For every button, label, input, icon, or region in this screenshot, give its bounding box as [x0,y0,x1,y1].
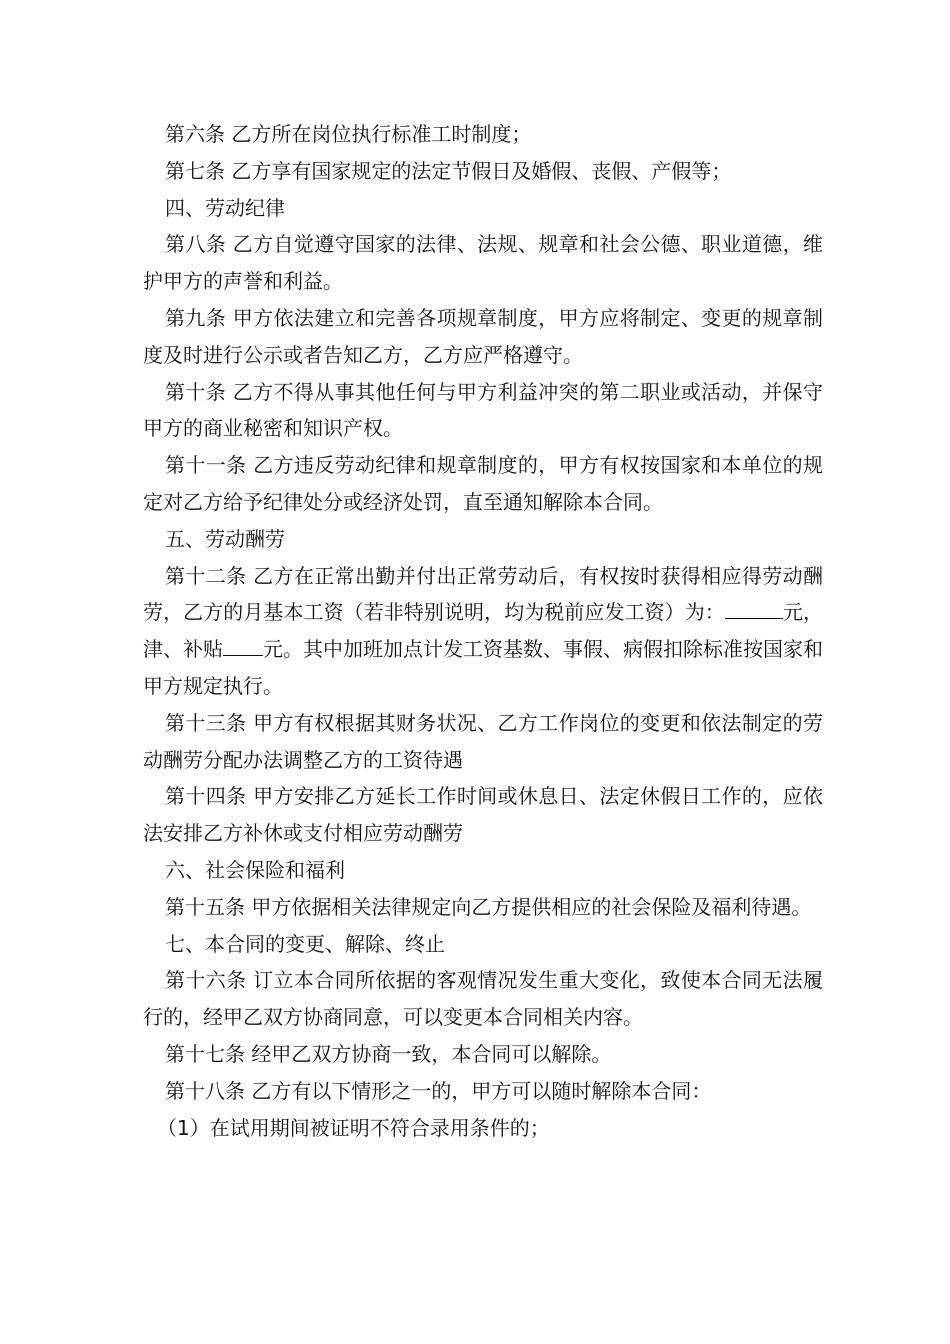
article-12 [143,558,823,705]
section-heading-termination: 七、本合同的变更、解除、终止 [165,931,445,956]
allowance-blank [223,634,263,656]
article-11: 第十一条 乙方违反劳动纪律和规章制度的，甲方有权按国家和本单位的规定对乙方给予纪律处分或经济处罚，直至通知解除本合同。 [143,453,823,514]
article-13: 第十三条 甲方有权根据其财务状况、乙方工作岗位的变更和依法制定的劳动酬劳分配办法调整乙方的工资待遇 [143,710,823,772]
article-18: 第十八条 乙方有以下情形之一的，甲方可以随时解除本合同： [165,1078,712,1103]
section-heading-insurance: 六、社会保险和福利 [165,857,345,882]
article-15: 第十五条 甲方依据相关法律规定向乙方提供相应的社会保险及福利待遇。 [165,894,812,919]
article-10: 第十条 乙方不得从事其他任何与甲方利益冲突的第二职业或活动，并保守甲方的商业秘密和知识产权。 [143,379,823,441]
article-17: 第十七条 经甲乙双方协商一致，本合同可以解除。 [165,1041,612,1066]
document-body [143,116,823,1146]
article-7: 第七条 乙方享有国家规定的法定节假日及婚假、丧假、产假等； [165,158,732,183]
article-16: 第十六条 订立本合同所依据的客观情况发生重大变化，致使本合同无法履行的，经甲乙双方协商同意，可以变更本合同相关内容。 [143,968,823,1030]
list-item-1: （1）在试用期间被证明不符合录用条件的； [157,1115,550,1140]
section-heading-remuneration: 五、劳动酬劳 [165,526,285,551]
article-14: 第十四条 甲方安排乙方延长工作时间或休息日、法定休假日工作的，应依法安排乙方补休或支付相应劳动酬劳 [143,784,823,846]
section-heading-discipline: 四、劳动纪律 [165,195,285,220]
article-8: 第八条 乙方自觉遵守国家的法律、法规、规章和社会公德、职业道德，维护甲方的声誉和利益。 [143,232,823,294]
article-12-part-1: 第十二条 乙方在正常出勤并付出正常劳动后，有权按时获得相应得劳动酬劳，乙方的月基本工资（若非特别说明，均为税前应发工资）为： [143,563,823,625]
article-6: 第六条 乙方所在岗位执行标准工时制度； [165,122,532,146]
salary-blank [725,597,783,619]
article-12-part-2: 元，津、补贴 [143,600,824,662]
article-9: 第九条 甲方依法建立和完善各项规章制度，甲方应将制定、变更的规章制度及时进行公示或者告知乙方，乙方应严格遵守。 [143,305,823,367]
article-12-part-3: 元。其中加班加点计发工资基数、事假、病假扣除标准按国家和甲方规定执行。 [143,637,823,698]
